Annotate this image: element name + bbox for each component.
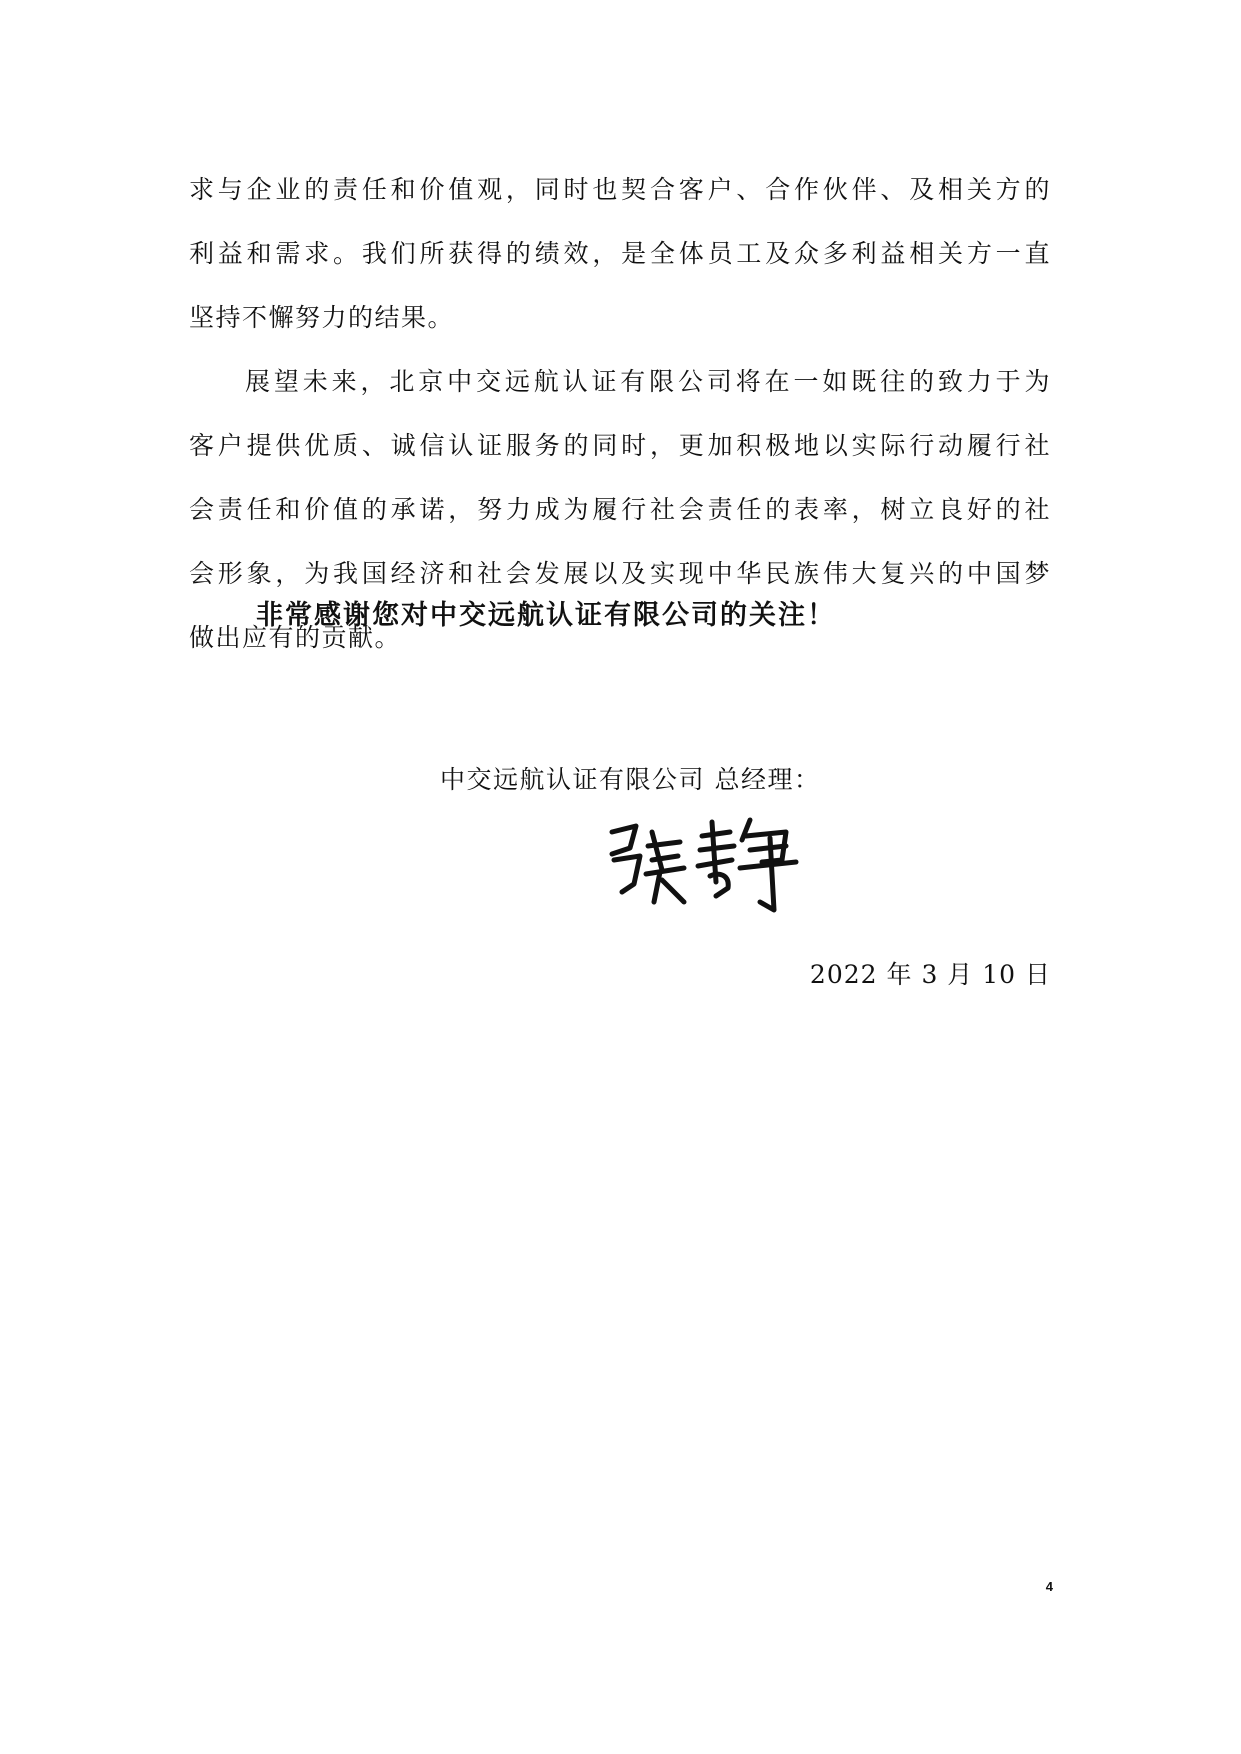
- paragraph-line: 利益和需求。我们所获得的绩效，是全体员工及众多利益相关方一直: [189, 239, 1051, 268]
- paragraph-line: 会形象，为我国经济和社会发展以及实现中华民族伟大复兴的中国梦: [189, 559, 1051, 588]
- thanks-statement: 非常感谢您对中交远航认证有限公司的关注！: [256, 600, 836, 631]
- paragraph-line: 客户提供优质、诚信认证服务的同时，更加积极地以实际行动履行社: [189, 431, 1051, 460]
- paragraph-line: 求与企业的责任和价值观，同时也契合客户、合作伙伴、及相关方的: [189, 175, 1051, 204]
- paragraph-line: 会责任和价值的承诺，努力成为履行社会责任的表率，树立良好的社: [189, 495, 1051, 524]
- paragraph-line: 展望未来，北京中交远航认证有限公司将在一如既往的致力于为: [245, 367, 1051, 396]
- body-text: [189, 158, 1051, 670]
- signature-date: 2022 年 3 月 10 日: [809, 960, 1051, 989]
- paragraph-line: 坚持不懈努力的结果。: [189, 303, 455, 332]
- page-number: 4: [1045, 1579, 1053, 1594]
- paragraph-line: 做出应有的贡献。: [189, 623, 402, 652]
- handwritten-signature: [600, 810, 810, 925]
- closing-title: 中交远航认证有限公司 总经理：: [440, 765, 821, 794]
